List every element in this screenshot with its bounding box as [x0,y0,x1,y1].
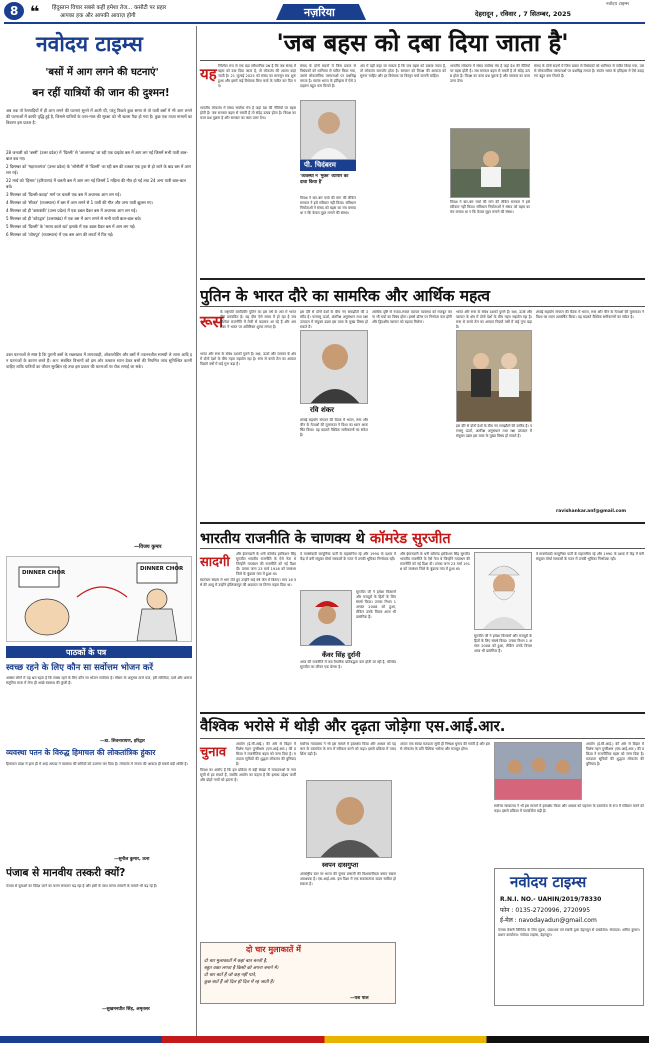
bullet-item: 5 सितम्बर को ही 'कोटद्वार' (उत्तराखंड) में एक बस में आग लगने से सभी यात्री बाल-बाल बचे। [6,216,142,221]
putin-dropcap: रूस [200,312,224,331]
summit-image [457,331,532,422]
cartoon-caption-1: DINNER CHOR [22,570,66,576]
left-column [4,26,194,1036]
left-byline: —विजय कुमार [134,544,162,550]
surjeet-headline [200,528,645,548]
imprint-email: ई-मेल : navodayadun@gmail.com [500,917,597,924]
poem-lines [204,958,392,986]
surjeet-author-photo [300,590,352,646]
poem-line: बहुत वक्त लगता है किसी को अपना बनाने में। [204,966,279,971]
surjeet-headline-red: कॉमरेड सुरजीत [369,531,451,547]
left-headline-1: 'बसों में आग लगने की घटनाएं' [45,67,159,78]
surjeet-portrait [474,552,532,630]
surjeet-body-4: सुरजीत जी ने हमेशा किसानों और मजदूरों के हितों के लिए संघर्ष किया। उनका निधन 1 अगस्त 2008 को हुआ, लेकिन उनके विचार आज भी प्रासंगिक हैं। [356,590,396,619]
surjeet-headline-black: भारतीय राजनीति के चाणक्य थे [200,531,365,547]
imprint-brand: नवोदय टाइम्स [510,873,587,891]
lead-headline: 'जब बहस को दबा दिया जाता है' [276,29,569,57]
sir-voters-photo [494,742,582,800]
surjeet-body-2: स्वतंत्रता संग्राम में भाग लेते हुए उन्होंने कई वर्ष जेल में बिताए। मात्र 16 वर्ष की आयु में उन्होंने होशियारपुर की अदालत पर तिरंगा फहरा दिया था। [200,578,296,587]
poem-line: दो चार मुलाकातों में कहां बात बनती है, [204,959,268,964]
page-number: 8 [10,4,19,18]
lead-body-5: अंत में यही कहा जा सकता है कि जब बहस को दबाया जाता है, तो लोकतंत्र कमजोर होता है। सरकार को विपक्ष की आवाज़ को सुनना चाहिए और हर विधेयक पर विस्तृत चर्चा करानी चाहिए। [360,64,446,78]
sir-body-1: आयोग (ई.सी.आई.) की ओर से बिहार में विशेष गहन पुनरीक्षण (एस.आई.आर.) की प्रक्रिया ने राजनीतिक बहस को जन्म दिया है। मतदाता सूचियों की शुद्धता लोकतंत्र की बुनियाद है। [236,742,296,766]
masthead-tagline: हिंदुस्तान विचार सबसे कहीं हमेशा तेज... कसौटी पर प्रहार [52,5,167,11]
putin-author-name: रवि शंकर [310,406,335,414]
author-portrait-icon [307,781,392,858]
letter-3-sign: —सुखमनप्रीत सिंह, अमृतसर [102,1007,150,1012]
left-brand-title: नवोदय टाइम्स [36,32,143,56]
bullet-item: 3 सितम्बर को 'दिल्ली-कटड़ा' मार्ग पर चलती एक बस में अचानक आग लग गई। [6,192,121,197]
poem-title: दो चार मुलाकातें में [246,945,301,954]
author-portrait-icon [301,101,356,160]
putin-body-5: आर्थिक दृष्टि से रुपया-रूबल व्यापार व्यवस्था को मजबूत करना भी चर्चा का विषय होगा। इससे डॉलर पर निर्भरता कम होगी और द्विपक्षीय व्यापार को बढ़ावा मिलेगा। [372,310,452,324]
letter-1-sign: —डा. शिवनारायण, हरिद्वार [100,739,145,744]
bullet-item: 28 जनवरी को 'बस्ती' (उत्तर प्रदेश) में 'दिल्ली' से 'आजमगढ़' जा रही एक प्राइवेट बस में आग लग गई जिसमें सभी यात्री बाल-बाल बच गए। [6,150,188,161]
sir-headline: वैश्विक भरोसे में थोड़ी और दृढ़ता जोड़ेगा एस.आई.आर. [200,717,506,735]
surjeet-dropcap: सादगी [200,555,230,570]
author-portrait-icon [301,331,368,404]
bullet-item: 4 सितम्बर को 'सीकर' (राजस्थान) में बस में आग लगने से 1 यात्री की मौत और अन्य यात्री झुलस गए। [6,200,154,205]
letter-2-body: हिमाचल प्रदेश में हाल ही में आई आपदा ने व्यवस्था की कमियों को उजागर कर दिया है। लोकतंत्र में जनता की आवाज़ ही सबसे बड़ी शक्ति है। [6,762,188,766]
lead-body-8: संसद के दोनों सदनों में जिस प्रकार से विधेयकों को ध्वनिमत से पारित किया गया, उससे लोकतांत्रिक परम्पराओं पर प्रश्नचिह्न लगता है। स्वतंत्र भारत के इतिहास में ऐसे उदाहरण बहुत कम मिलते हैं। [534,64,644,78]
surjeet-body-8: वे मार्क्सवादी कम्युनिस्ट पार्टी के महासचिव रहे और 1990 के दशक में केंद्र में बनी संयुक्त मोर्चा सरकारों के गठन में उनकी भूमिका निर्णायक रही। [536,552,644,561]
letter-2-sign: —सुनील कुमार, ऊना [114,857,150,862]
imprint-details: पंजाब केसरी लिमिटेड के लिए मुद्रक, प्रकाशक एवं स्वामी द्वारा देहरादून से प्रकाशित। संपादक: अमित कुमार। प्रधान कार्यालय: नवोदय टाइम्स, देहरादून। [498,928,640,937]
lead-body-1: निश्चित रूप से एक बड़ा संवैधानिक प्रश्न है कि जब संसद में बहस को दबा दिया जाता है, तो लोकतंत्र की आत्मा कहां जाती है। 21 जुलाई 2025 को संसद का मानसून सत्र शुरू हुआ और इसमें कई विधेयक बिना चर्चा के पारित कर दिए गए। [218,64,296,88]
dateline: देहरादून , रविवार , 7 सितम्बर, 2025 [475,10,572,18]
bullet-item: 5 सितम्बर को 'दिल्ली' के 'सराय काले खां' इलाके में एक डबल डैकर बस में आग लग गई। [6,224,136,229]
sir-body-7: सर्वोच्च न्यायालय ने भी इस मामले में हस्तक्षेप किया और आधार को पहचान के दस्तावेज के रूप में स्वीकार करने को कहा। इससे प्रक्रिया में पारदर्शिता बढ़ी है। [494,804,644,813]
sir-body-6: आयोग (ई.सी.आई.) की ओर से बिहार में विशेष गहन पुनरीक्षण (एस.आई.आर.) की प्रक्रिया ने राजनीतिक बहस को जन्म दिया है। मतदाता सूचियों की शुद्धता लोकतंत्र की बुनियाद है। [586,742,644,766]
putin-author-photo [300,330,368,404]
imprint-reg: R.N.I. NO.- UAHIN/2019/78330 [500,896,602,903]
surjeet-body-3: वे मार्क्सवादी कम्युनिस्ट पार्टी के महासचिव रहे और 1990 के दशक में केंद्र में बनी संयुक्त मोर्चा सरकारों के गठन में उनकी भूमिका निर्णायक रही। [300,552,396,561]
lead-body-4: विपक्ष ने बार-बार चर्चा की मांग की लेकिन सरकार ने इसे स्वीकार नहीं किया। संविधान निर्माताओं ने संसद को बहस का मंच बनाया था न कि केवल मुहर लगाने की संस्था। [300,196,356,215]
quote-mark-icon: ❝ [30,2,40,21]
bullet-item: 6 सितम्बर को 'जोधपुर' (राजस्थान) में एक बस आग की लपटों में घिर गई। [6,232,114,237]
putin-body-6: भारत और रूस के संबंध दशकों पुराने हैं। रक्षा, ऊर्जा और व्यापार के क्षेत्र में दोनों देशों के बीच गहरा सहयोग रहा है। रूस से कच्चे तेल का आयात पिछले वर्षों में कई गुना बढ़ा है। [456,310,532,328]
poem-sign: —यश पाल [350,996,369,1001]
putin-email: ravishankar.anf@gmail.com [556,509,627,514]
footer-colour-strip [0,1036,649,1043]
surjeet-portrait-image [475,553,532,630]
cartoon-caption-2: DINNER CHOR [140,566,184,572]
lead-author-name: पी. चिदंबरम [304,161,336,169]
lead-pull-quote: 'व्यवस्था ने 'मुक्त' व्यापार का दावा किया है' [300,174,349,185]
letter-3-body: पंजाब से युवाओं का विदेश जाने का चलन लगातार बढ़ रहा है और इसी के साथ मानव तस्करी के मामले भी बढ़ रहे हैं। [6,884,158,888]
imprint-phone: फोन : 0135-2720996, 2720995 [500,907,591,914]
sir-body-4: अंतर्राष्ट्रीय स्तर पर भारत की चुनाव प्रणाली की विश्वसनीयता बनाए रखना आवश्यक है। एस.आई.आर. इस दिशा में एक सकारात्मक कदम साबित हो सकता है। [300,872,396,886]
page-header [0,0,649,22]
cartoon [6,556,192,642]
masthead-tagline-2: आपका हक और आपकी आवाज़ होगी [60,13,136,19]
author-portrait-icon [301,591,352,646]
sir-body-3: सर्वोच्च न्यायालय ने भी इस मामले में हस्तक्षेप किया और आधार को पहचान के दस्तावेज के रूप में स्वीकार करने को कहा। इससे प्रक्रिया में पारदर्शिता बढ़ी है। [300,742,396,756]
putin-body-2: भारत और रूस के संबंध दशकों पुराने हैं। रक्षा, ऊर्जा और व्यापार के क्षेत्र में दोनों देशों के बीच गहरा सहयोग रहा है। रूस से कच्चे तेल का आयात पिछले वर्षों में कई गुना बढ़ा है। [200,352,296,366]
putin-body-7: इस दौरे से दोनों देशों के बीच नए समझौतों की उम्मीद है। परमाणु ऊर्जा, अंतरिक्ष अनुसंधान तथा रक्षा उत्पादन में संयुक्त उद्यम इस यात्रा के मुख्य विषय हो सकते हैं। [456,424,532,438]
putin-body-3: इस दौरे से दोनों देशों के बीच नए समझौतों की उम्मीद है। परमाणु ऊर्जा, अंतरिक्ष अनुसंधान तथा रक्षा उत्पादन में संयुक्त उद्यम इस यात्रा के मुख्य विषय हो सकते हैं। [300,310,368,328]
section-title: नज़रिया [304,6,335,19]
voters-image [495,743,582,800]
surjeet-body-7: सुरजीत जी ने हमेशा किसानों और मजदूरों के हितों के लिए संघर्ष किया। उनका निधन 1 अगस्त 2008 को हुआ, लेकिन उनके विचार आज भी प्रासंगिक हैं। [474,634,532,653]
left-intro: अब तक तो रेलगाड़ियों में ही आग लगने की घटनाएं सुनने में आती थीं, परंतु पिछले कुछ समय से तो यात्री बसों में भी आग लगने की घटनाओं में काफी वृद्धि हुई है, जिससे यात्रियों के जान-माल की सुरक्षा को भी खतरा पैदा हो गया है। कुछ एक ताज़ा मामलों का विवरण इस प्रकार है: [6,108,192,125]
sir-author-photo [306,780,392,858]
surjeet-body-6: और ईमानदारी के धनी कॉमरेड हरकिशन सिंह सुरजीत भारतीय राजनीति के ऐसे नेता थे जिन्होंने गठबंधन की राजनीति को नई दिशा दी। उनका जन्म 23 मार्च 1916 को जालंधर जिले के बुंडाला गांव में हुआ था। [400,552,470,571]
left-body: उक्त घटनाओं से स्पष्ट है कि पुरानी बसों के रखरखाव में लापरवाही, ओवरलोडिंग और बसों में ज्वलनशील सामग्री ले जाना आदि इन घटनाओं के कारण बनते हैं। अत: संबंधित विभागों को इस ओर तत्काल ध्यान देकर बसों की नियमित जांच सुनिश्चित करनी चाहिए ताकि यात्रियों का जीवन सुरक्षित रहे तथा इस प्रकार की घटनाओं पर रोक लगाई जा सके। [6,352,192,369]
letter-1-title: स्वच्छ रहने के लिए कौन सा सर्वोत्तम भोजन करें [6,663,153,673]
lead-body-3: संसद के दोनों सदनों में जिस प्रकार से विधेयकों को ध्वनिमत से पारित किया गया, उससे लोकतांत्रिक परम्पराओं पर प्रश्नचिह्न लगता है। स्वतंत्र भारत के इतिहास में ऐसे उदाहरण बहुत कम मिलते हैं। [300,64,356,88]
lead-body-2: भारतीय लोकतंत्र में संसद सर्वोच्च मंच है जहां देश की नीतियों पर बहस होती है। जब सरकार बहस से बचती है तो संदेह उत्पन्न होता है। विपक्ष का काम प्रश्न पूछना है और सरकार का काम उत्तर देना। [200,106,296,120]
sir-body-2: विपक्ष का आरोप है कि इस प्रक्रिया से बड़ी संख्या में मतदाताओं के नाम सूची से हट सकते हैं, जबकि आयोग का कहना है कि इसका उद्देश्य फर्जी और दोहरे नामों को हटाना है। [200,768,296,782]
sir-body-5: अंततः एक स्वच्छ मतदाता सूची ही निष्पक्ष चुनाव की गारंटी है और इससे लोकतंत्र के प्रति वैश्विक भरोसा और मजबूत होगा। [400,742,490,751]
surjeet-author-name: कँवर सिंह दुर्रानी [322,651,361,659]
bullet-item: 2 दिसम्बर को 'महाराजगंज' (उत्तर प्रदेश) के 'सोनौली' से 'दिल्ली' जा रही बस की टक्कर एक ट्रक से हो जाने के बाद बस में आग लग गई। [6,164,191,175]
left-headline-2: बन रहीं यात्रियों की जान की दुश्मन! [32,87,170,99]
lead-body-7: विपक्ष ने बार-बार चर्चा की मांग की लेकिन सरकार ने इसे स्वीकार नहीं किया। संविधान निर्माताओं ने संसद को बहस का मंच बनाया था न कि केवल मुहर लगाने की संस्था। [450,200,530,214]
top-brand: नवोदय टाइम्स [606,2,629,7]
surjeet-body-1: और ईमानदारी के धनी कॉमरेड हरकिशन सिंह सुरजीत भारतीय राजनीति के ऐसे नेता थे जिन्होंने गठबंधन की राजनीति को नई दिशा दी। उनका जन्म 23 मार्च 1916 को जालंधर जिले के बुंडाला गांव में हुआ था। [236,552,296,576]
lead-author-photo [300,100,356,160]
poem-line: कुछ बातें हैं जो दिल ही दिल में रह जाती हैं। [204,980,275,985]
parliament-image [451,129,530,198]
putin-modi-photo [456,330,532,422]
letter-1-body: अक्सर लोगों में यह भ्रम रहता है कि स्वस्थ रहने के लिए कौन सा भोजन सर्वोत्तम है। मौसम के अनुसार ताजे फल, हरी सब्जियां, दालें और अनाज संतुलित मात्रा में लेना ही अच्छे स्वास्थ्य की कुंजी है। [6,676,192,685]
left-bullets [6,150,192,350]
bullet-item: 22 मार्च को 'हिसार' (हरियाणा) में चलती बस में आग लग गई जिसमें 1 महिला की मौत हो गई तथा 24 अन्य यात्री बाल-बाल बचे। [6,178,186,189]
letter-3-title: पंजाब से मानवीय तस्करी क्यों? [6,867,126,879]
putin-body-1: के राष्ट्रपति व्लादिमीर पुतिन का इस वर्ष के अंत में भारत दौरा प्रस्तावित है। यह दौरा ऐसे समय में हो रहा है जब वैश्विक राजनीति में तेजी से बदलाव आ रहे हैं और अमरीका ने भारत पर अतिरिक्त शुल्क लगाए हैं। [220,310,296,329]
surjeet-body-5: आज की राजनीति में जब वैचारिक प्रतिबद्धता कम होती जा रही है, कॉमरेड सुरजीत का जीवन एक प्रेरणा है। [300,660,396,669]
putin-headline: पुतिन के भारत दौरे का सामरिक और आर्थिक महत्व [200,287,491,305]
readers-header: पाठकों के पत्र [66,648,107,657]
letter-2-title: व्यवस्था पतन के विरुद्ध हिमाचल की लोकतांत्रिक हुंकार [6,748,156,757]
lead-body-6: भारतीय लोकतंत्र में संसद सर्वोच्च मंच है जहां देश की नीतियों पर बहस होती है। जब सरकार बहस से बचती है तो संदेह उत्पन्न होता है। विपक्ष का काम प्रश्न पूछना है और सरकार का काम उत्तर देना। [450,64,530,83]
putin-body-4: शंघाई सहयोग संगठन की बैठक में भारत, रूस और चीन के नेताओं की मुलाकात ने विश्व का ध्यान आकर्षित किया। यह बदलते वैश्विक समीकरणों का संकेत है। [300,418,368,437]
bullet-item: 4 सितम्बर को ही 'बाराबंकी' (उत्तर प्रदेश) में एक डबल डैकर बस में अचानक आग लग गई। [6,208,137,213]
parliament-photo [450,128,530,198]
poem-line: दो चार बातें हैं जो कह नहीं पाते, [204,973,257,978]
putin-body-8: शंघाई सहयोग संगठन की बैठक में भारत, रूस और चीन के नेताओं की मुलाकात ने विश्व का ध्यान आकर्षित किया। यह बदलते वैश्विक समीकरणों का संकेत है। [536,310,644,319]
lead-dropcap: यह [200,65,217,83]
sir-author-name: स्वपन दासगुप्ता [322,861,359,869]
sir-dropcap: चुनाव [200,745,227,760]
